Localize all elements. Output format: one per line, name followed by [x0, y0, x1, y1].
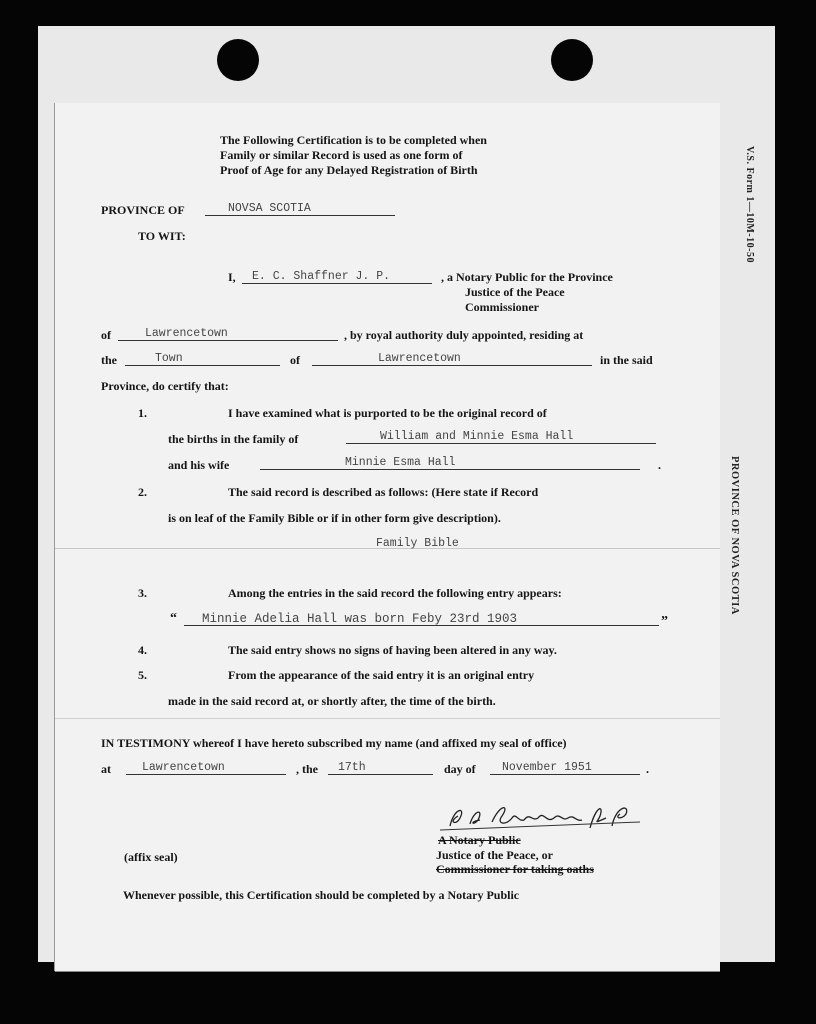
- item-1-num: 1.: [138, 406, 147, 420]
- header-line: The Following Certification is to be completed when: [220, 133, 487, 147]
- item-1-births-label: the births in the family of: [168, 432, 299, 446]
- notary-title-2: Justice of the Peace: [465, 285, 565, 299]
- notary-name-line: [242, 283, 432, 284]
- the-suffix: in the said: [600, 353, 653, 367]
- wife-line: [260, 469, 640, 470]
- testimony-at-label: at: [101, 762, 111, 776]
- punch-hole: [551, 39, 593, 81]
- the-line-1: [125, 365, 280, 366]
- family-line: [346, 443, 656, 444]
- signature-line-2: Justice of the Peace, or: [436, 848, 553, 862]
- province-certify: Province, do certify that:: [101, 379, 229, 393]
- fold-line: [55, 718, 720, 719]
- item-4-text: The said entry shows no signs of having been altered in any way.: [228, 643, 557, 657]
- notary-prefix: I,: [228, 270, 236, 284]
- close-quote: ”: [661, 614, 668, 629]
- open-quote: “: [170, 611, 177, 626]
- footer-note: Whenever possible, this Certification should be completed by a Notary Public: [123, 888, 520, 902]
- province-value[interactable]: NOVSA SCOTIA: [228, 202, 311, 215]
- province-line: [205, 215, 395, 216]
- the-value-2[interactable]: Lawrencetown: [378, 352, 461, 365]
- item-2-text-2: is on leaf of the Family Bible or if in other form give description).: [168, 511, 501, 525]
- testimony-month-year[interactable]: November 1951: [502, 761, 592, 774]
- notary-name[interactable]: E. C. Shaffner J. P.: [252, 270, 391, 283]
- of-value[interactable]: Lawrencetown: [145, 327, 228, 340]
- form-number: V.S. Form 1—10M-10-50: [744, 146, 755, 263]
- family-value[interactable]: William and Minnie Esma Hall: [380, 430, 574, 443]
- of-suffix: , by royal authority duly appointed, residing at: [344, 328, 584, 342]
- item-1-wife-label: and his wife: [168, 458, 230, 472]
- item-5-num: 5.: [138, 668, 147, 682]
- item-4-num: 4.: [138, 643, 147, 657]
- province-label: PROVINCE OF: [101, 203, 185, 217]
- signature-line-3: Commissioner for taking oaths: [436, 862, 594, 876]
- the-of-label: of: [290, 353, 300, 367]
- wife-value[interactable]: Minnie Esma Hall: [345, 456, 456, 469]
- the-value-1[interactable]: Town: [155, 352, 183, 365]
- signature-line-1: A Notary Public: [438, 833, 521, 847]
- entry-value[interactable]: Minnie Adelia Hall was born Feby 23rd 1903: [202, 612, 518, 626]
- to-wit-label: TO WIT:: [138, 229, 186, 243]
- testimony-month-line: [490, 774, 640, 775]
- header-line: Proof of Age for any Delayed Registration of Birth: [220, 163, 478, 177]
- testimony-day[interactable]: 17th: [338, 761, 366, 774]
- item-3-num: 3.: [138, 586, 147, 600]
- testimony-place-line: [126, 774, 286, 775]
- testimony-end: .: [646, 762, 649, 776]
- notary-title-3: Commissioner: [465, 300, 539, 314]
- header-line: Family or similar Record is used as one form of: [220, 148, 463, 162]
- item-5-text: From the appearance of the said entry it is an original entry: [228, 668, 535, 682]
- of-label: of: [101, 328, 111, 342]
- province-vertical-label: PROVINCE OF NOVA SCOTIA: [729, 456, 740, 615]
- punch-hole: [217, 39, 259, 81]
- item-1-text: I have examined what is purported to be the original record of: [228, 406, 547, 420]
- testimony-day-line: [328, 774, 433, 775]
- item-5-text-2: made in the said record at, or shortly after, the time of the birth.: [168, 694, 496, 708]
- of-line: [118, 340, 338, 341]
- testimony-day-of: day of: [444, 762, 476, 776]
- testimony-text: IN TESTIMONY whereof I have hereto subscribed my name (and affixed my seal of office): [101, 736, 567, 750]
- item-1-end: .: [658, 458, 661, 472]
- notary-title-1: , a Notary Public for the Province: [441, 270, 613, 284]
- item-2-num: 2.: [138, 485, 147, 499]
- item-2-text: The said record is described as follows: (Here state if Record: [228, 485, 539, 499]
- the-label: the: [101, 353, 117, 367]
- the-line-2: [312, 365, 592, 366]
- form-header: [220, 133, 600, 178]
- record-description[interactable]: Family Bible: [376, 537, 459, 550]
- item-3-text: Among the entries in the said record the following entry appears:: [228, 586, 562, 600]
- testimony-the-label: , the: [296, 762, 318, 776]
- testimony-place[interactable]: Lawrencetown: [142, 761, 225, 774]
- affix-seal-label: (affix seal): [124, 850, 178, 864]
- signature-image: [440, 800, 650, 834]
